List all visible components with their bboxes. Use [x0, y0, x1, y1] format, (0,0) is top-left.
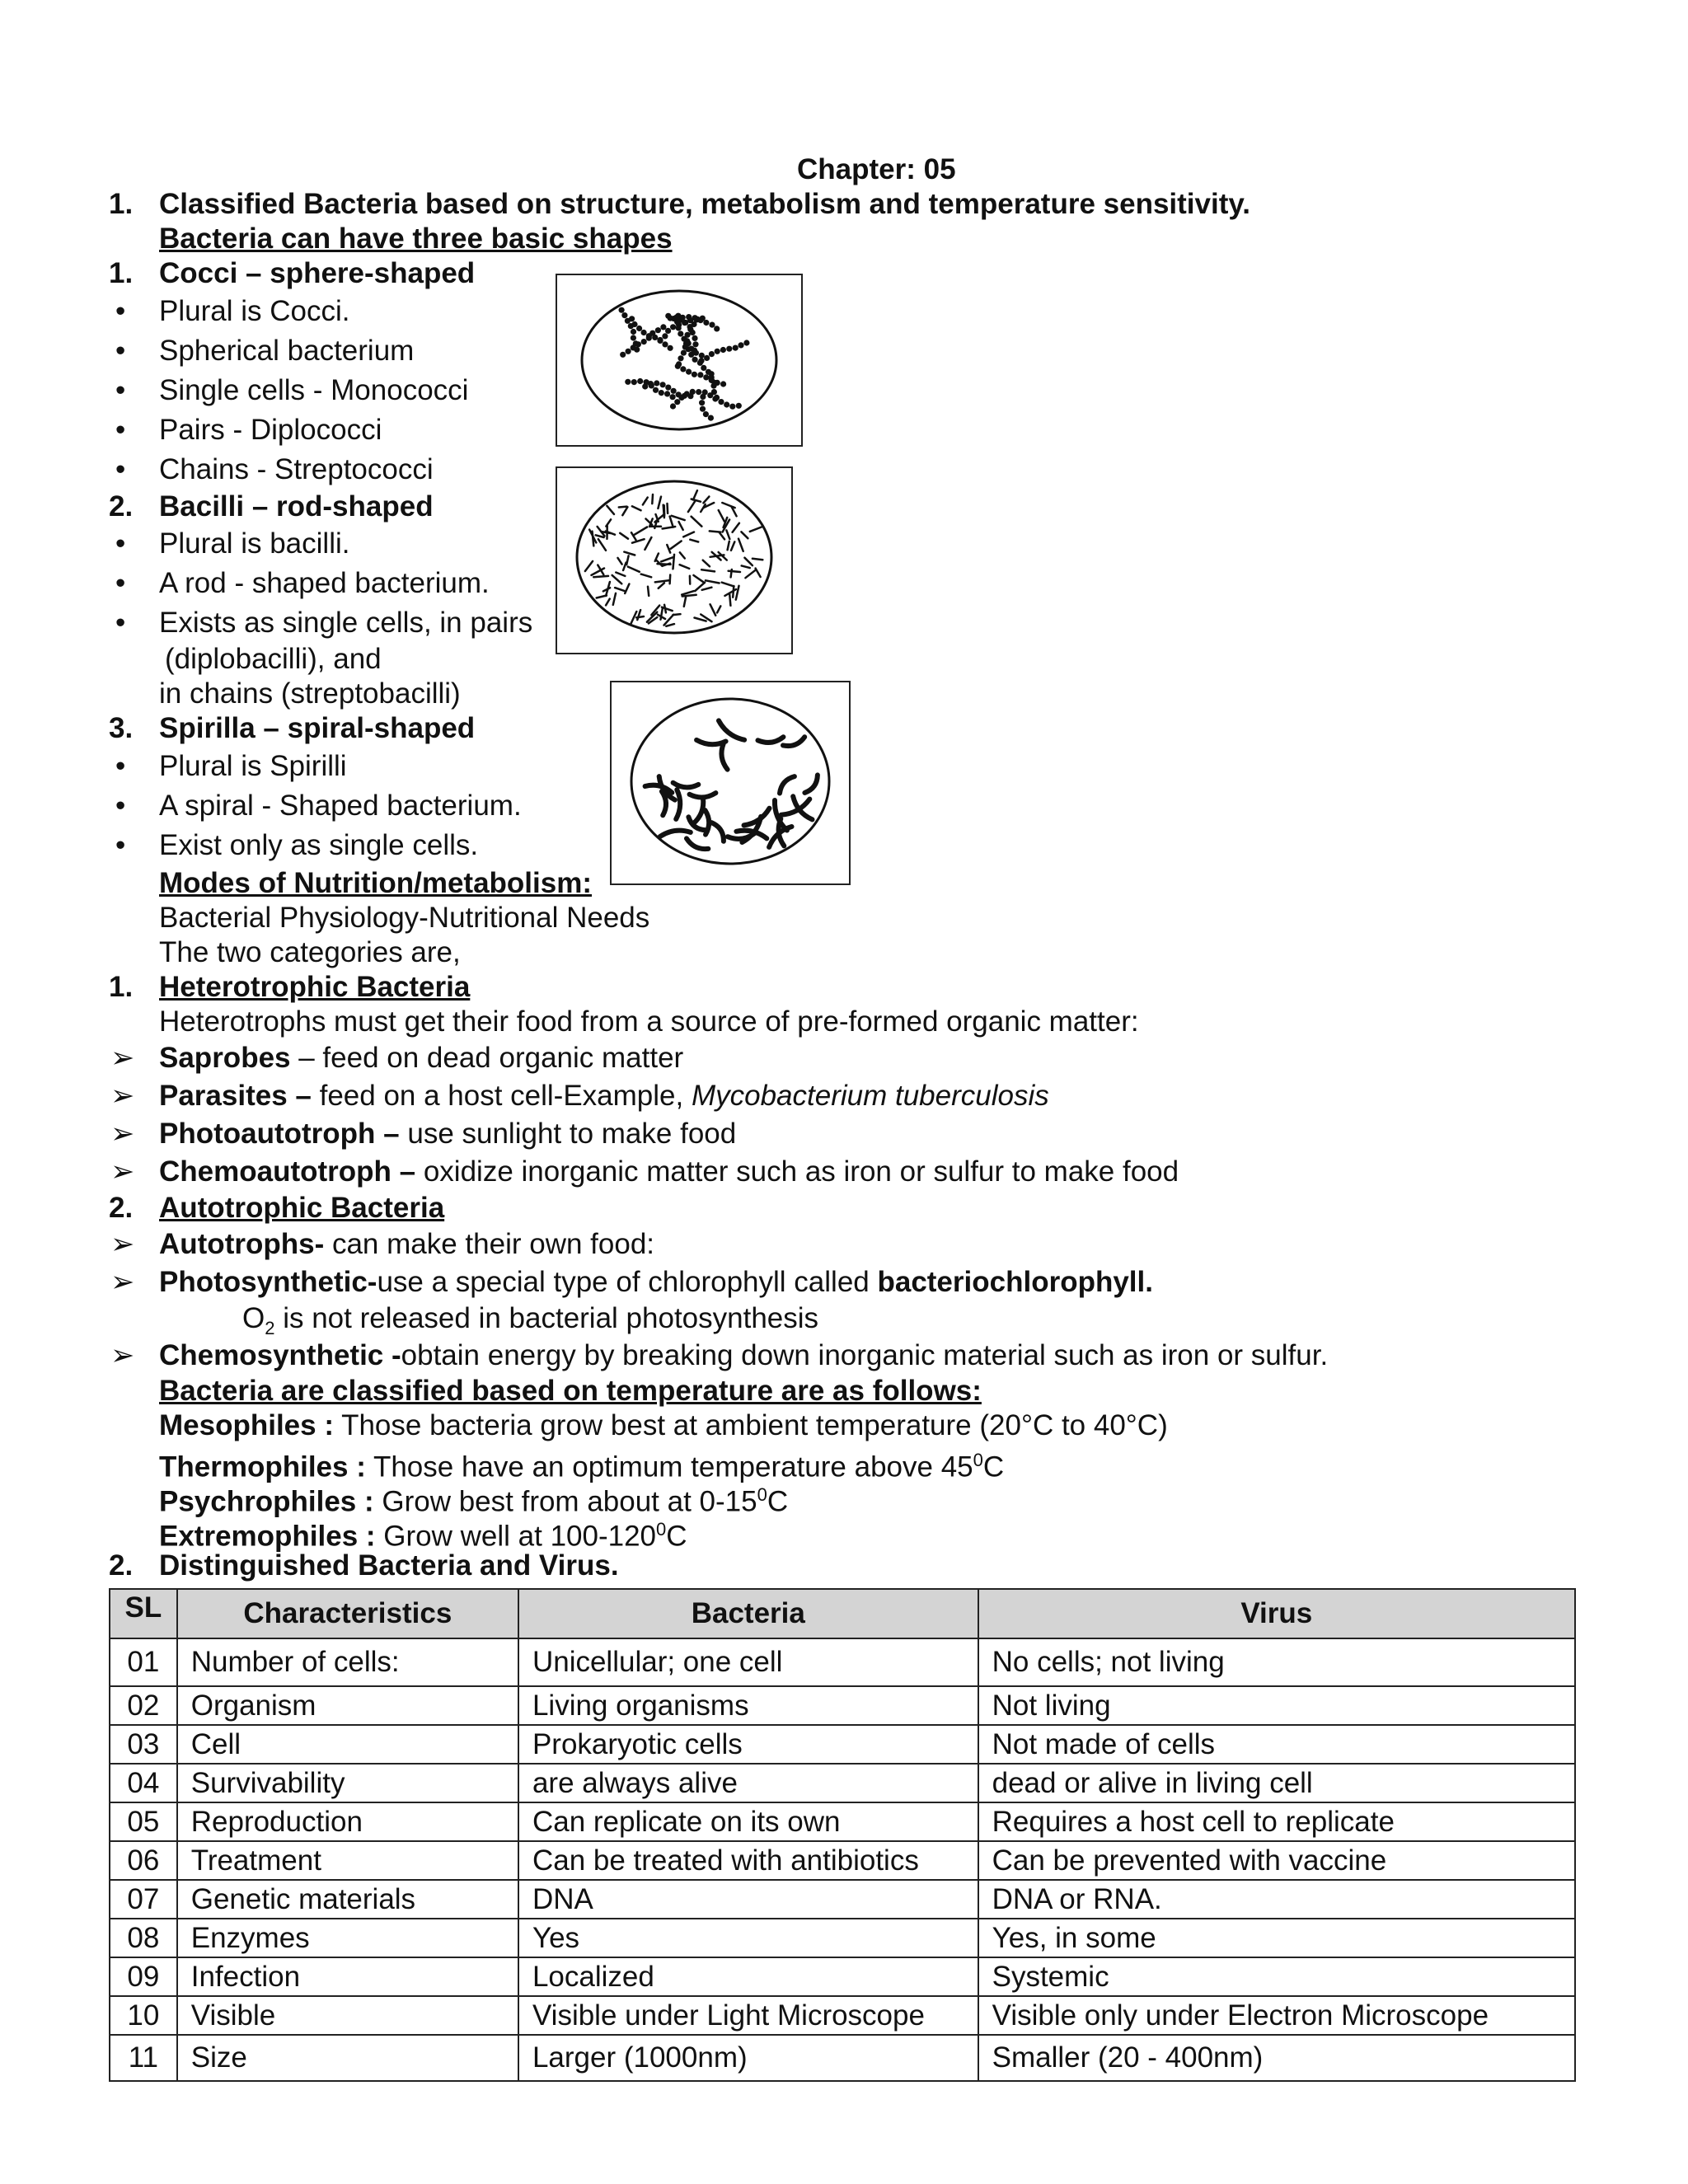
bullet-dot: •: [115, 750, 126, 782]
table-cell: Can replicate on its own: [518, 1802, 978, 1841]
table-cell: Visible: [177, 1996, 518, 2035]
bacilli-number: 2.: [109, 490, 134, 523]
table-row: [110, 1919, 1575, 1957]
table-cell: 11: [110, 2035, 177, 2081]
hetero-number: 1.: [109, 971, 134, 1003]
table-row: [110, 1957, 1575, 1996]
spirilla-bullet: Exist only as single cells.: [159, 829, 479, 861]
table-cell: Visible only under Electron Microscope: [978, 1996, 1575, 2035]
column-header: Bacteria: [518, 1589, 978, 1638]
table-row: [110, 1802, 1575, 1841]
cocci-bullet: Spherical bacterium: [159, 335, 415, 367]
column-header: SL: [110, 1589, 177, 1638]
arrow-bullet-icon: ➢: [110, 1266, 135, 1298]
table-cell: Prokaryotic cells: [518, 1725, 978, 1764]
table-cell: 01: [110, 1638, 177, 1686]
auto-item: Photosynthetic-use a special type of chlorophyll called bacteriochlorophyll.: [159, 1266, 1153, 1298]
bullet-dot: •: [115, 414, 126, 446]
arrow-bullet-icon: ➢: [110, 1118, 135, 1150]
table-cell: 04: [110, 1764, 177, 1802]
table-cell: Yes, in some: [978, 1919, 1575, 1957]
table-row: [110, 1841, 1575, 1880]
table-cell: Visible under Light Microscope: [518, 1996, 978, 2035]
table-cell: 05: [110, 1802, 177, 1841]
bullet-dot: •: [115, 790, 126, 822]
column-header: Virus: [978, 1589, 1575, 1638]
q2-title: Distinguished Bacteria and Virus.: [159, 1549, 619, 1582]
o2-note: $O_2$ is not released in bacterial photosynthesis: [242, 1302, 819, 1338]
arrow-bullet-icon: ➢: [110, 1228, 135, 1260]
table-row: [110, 1638, 1575, 1686]
table-header-row: [110, 1589, 1575, 1638]
auto-title: Autotrophic Bacteria: [159, 1192, 445, 1224]
comparison-table: [109, 1588, 1576, 2082]
hetero-item: Parasites – feed on a host cell-Example, Mycobacterium tuberculosis: [159, 1080, 1049, 1112]
table-cell: Survivability: [177, 1764, 518, 1802]
spirilla-bullet: A spiral - Shaped bacterium.: [159, 790, 522, 822]
hetero-title: Heterotrophic Bacteria: [159, 971, 471, 1003]
auto-item: Chemosynthetic -obtain energy by breaking down inorganic material such as iron or sulfur.: [159, 1339, 1329, 1371]
auto-item: Autotrophs- can make their own food:: [159, 1228, 655, 1260]
bacilli-bullet: Exists as single cells, in pairs: [159, 607, 533, 639]
cocci-bullet: Chains - Streptococci: [159, 453, 434, 485]
cocci-bullet: Single cells - Monococci: [159, 374, 469, 406]
table-cell: Requires a host cell to replicate: [978, 1802, 1575, 1841]
table-cell: Unicellular; one cell: [518, 1638, 978, 1686]
table-row: [110, 1686, 1575, 1725]
bullet-dot: •: [115, 567, 126, 599]
arrow-bullet-icon: ➢: [110, 1155, 135, 1188]
arrow-bullet-icon: ➢: [110, 1339, 135, 1371]
temperature-heading: Bacteria are classified based on temperature are as follows:: [159, 1375, 982, 1407]
table-cell: 09: [110, 1957, 177, 1996]
table-cell: Organism: [177, 1686, 518, 1725]
table-cell: Not made of cells: [978, 1725, 1575, 1764]
table-cell: Number of cells:: [177, 1638, 518, 1686]
bullet-dot: •: [115, 527, 126, 560]
cocci-figure: [556, 274, 803, 447]
table-cell: Smaller (20 - 400nm): [978, 2035, 1575, 2081]
cocci-title: Cocci – sphere-shaped: [159, 257, 476, 289]
bullet-dot: •: [115, 829, 126, 861]
bullet-dot: •: [115, 607, 126, 639]
hetero-item: Photoautotroph – use sunlight to make food: [159, 1118, 737, 1150]
table-cell: Can be prevented with vaccine: [978, 1841, 1575, 1880]
table-row: [110, 1996, 1575, 2035]
hetero-item: Saprobes – feed on dead organic matter: [159, 1042, 684, 1074]
q1-title: Classified Bacteria based on structure, metabolism and temperature sensitivity.: [159, 188, 1250, 220]
table-cell: Can be treated with antibiotics: [518, 1841, 978, 1880]
table-cell: are always alive: [518, 1764, 978, 1802]
bacilli-continued: (diplobacilli), and: [165, 643, 382, 675]
table-row: [110, 1725, 1575, 1764]
table-cell: Living organisms: [518, 1686, 978, 1725]
cocci-bullet: Pairs - Diplococci: [159, 414, 382, 446]
table-cell: Systemic: [978, 1957, 1575, 1996]
nutrition-line: Bacterial Physiology-Nutritional Needs: [159, 902, 650, 934]
spirilla-illustration: [612, 682, 849, 883]
hetero-item: Chemoautotroph – oxidize inorganic matter such as iron or sulfur to make food: [159, 1155, 1179, 1188]
arrow-bullet-icon: ➢: [110, 1080, 135, 1112]
table-cell: dead or alive in living cell: [978, 1764, 1575, 1802]
table-cell: 03: [110, 1725, 177, 1764]
table-cell: Cell: [177, 1725, 518, 1764]
table-cell: 06: [110, 1841, 177, 1880]
shapes-heading: Bacteria can have three basic shapes: [159, 223, 673, 255]
hetero-desc: Heterotrophs must get their food from a source of pre-formed organic matter:: [159, 1005, 1139, 1038]
table-cell: Larger (1000nm): [518, 2035, 978, 2081]
table-cell: Reproduction: [177, 1802, 518, 1841]
bacilli-illustration: [557, 468, 791, 653]
table-cell: No cells; not living: [978, 1638, 1575, 1686]
bullet-dot: •: [115, 335, 126, 367]
bacilli-title: Bacilli – rod-shaped: [159, 490, 434, 523]
table-row: [110, 2035, 1575, 2081]
bullet-dot: •: [115, 295, 126, 327]
bullet-dot: •: [115, 453, 126, 485]
q2-number: 2.: [109, 1549, 134, 1582]
table-cell: Not living: [978, 1686, 1575, 1725]
column-header: Characteristics: [177, 1589, 518, 1638]
spirilla-title: Spirilla – spiral-shaped: [159, 712, 476, 744]
bacilli-bullet: Plural is bacilli.: [159, 527, 350, 560]
table-row: [110, 1880, 1575, 1919]
nutrition-line: The two categories are,: [159, 936, 461, 968]
table-cell: 02: [110, 1686, 177, 1725]
table-cell: Treatment: [177, 1841, 518, 1880]
cocci-bullet: Plural is Cocci.: [159, 295, 350, 327]
spirilla-bullet: Plural is Spirilli: [159, 750, 347, 782]
table-cell: Localized: [518, 1957, 978, 1996]
table-cell: Enzymes: [177, 1919, 518, 1957]
spirilla-figure: [610, 681, 851, 885]
table-cell: Yes: [518, 1919, 978, 1957]
chapter-title: Chapter: 05: [797, 153, 956, 185]
q1-number: 1.: [109, 188, 134, 220]
temperature-item: Psychrophiles : Grow best from about at $0-15^0C$: [159, 1484, 789, 1518]
arrow-bullet-icon: ➢: [110, 1042, 135, 1074]
auto-number: 2.: [109, 1192, 134, 1224]
bacilli-bullet: A rod - shaped bacterium.: [159, 567, 490, 599]
cocci-illustration: [557, 275, 801, 445]
table-cell: 07: [110, 1880, 177, 1919]
temperature-item: Extremophiles : Grow well at $100-120^0C$: [159, 1519, 687, 1553]
table-cell: Size: [177, 2035, 518, 2081]
table-row: [110, 1764, 1575, 1802]
table-cell: 08: [110, 1919, 177, 1957]
table-cell: DNA: [518, 1880, 978, 1919]
spirilla-number: 3.: [109, 712, 134, 744]
nutrition-heading: Modes of Nutrition/metabolism:: [159, 867, 592, 899]
cocci-number: 1.: [109, 257, 134, 289]
temperature-item: Thermophiles : Those have an optimum temperature above $45^0C$: [159, 1450, 1005, 1483]
table-cell: 10: [110, 1996, 177, 2035]
table-cell: Genetic materials: [177, 1880, 518, 1919]
table-cell: Infection: [177, 1957, 518, 1996]
table-cell: DNA or RNA.: [978, 1880, 1575, 1919]
temperature-item: Mesophiles : Those bacteria grow best at ambient temperature (20°C to 40°C): [159, 1409, 1168, 1441]
bacilli-continued: in chains (streptobacilli): [159, 677, 461, 710]
bacilli-figure: [556, 466, 793, 654]
bullet-dot: •: [115, 374, 126, 406]
